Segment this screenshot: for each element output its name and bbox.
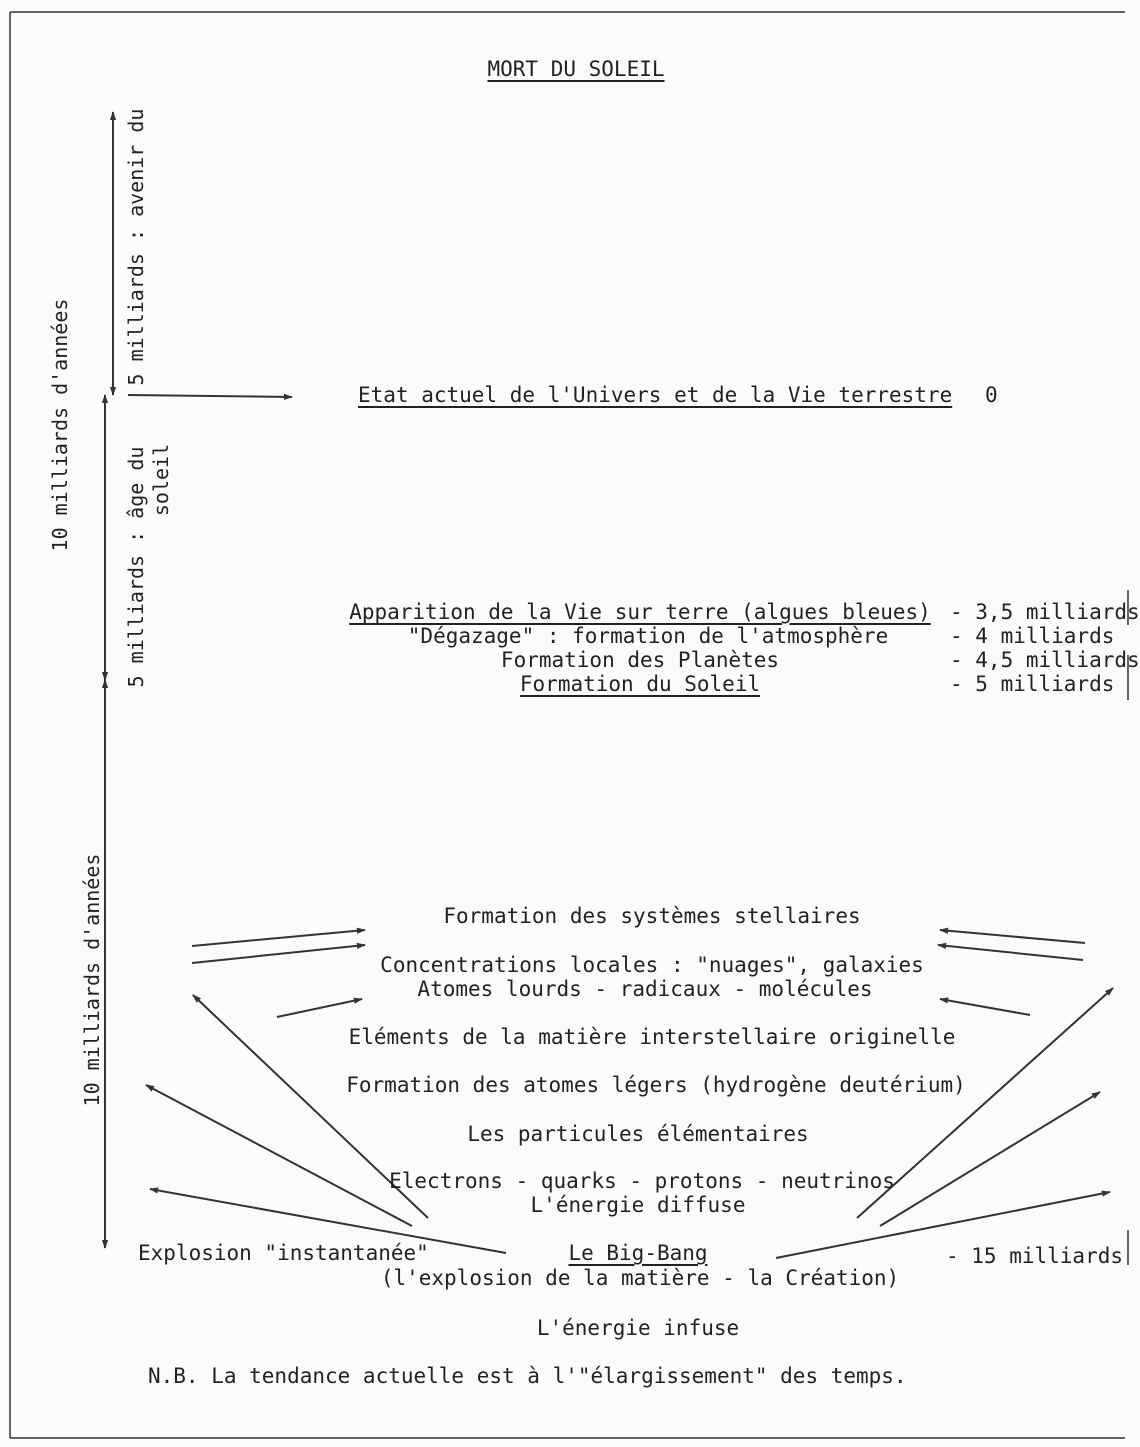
event-value: - 3,5 milliards <box>950 600 1140 624</box>
right-arrow-3 <box>940 999 1030 1015</box>
left-arrow-1 <box>192 930 365 946</box>
event-label: Formation du Soleil <box>519 672 761 696</box>
big-bang-value: - 15 milliards <box>946 1244 1124 1268</box>
stage-label: Les particules élémentaires <box>467 1122 809 1146</box>
stage-label: Formation des systèmes stellaires <box>443 904 861 928</box>
stage-label: L'énergie diffuse <box>530 1193 746 1217</box>
event-label: Formation des Planètes <box>500 648 780 672</box>
explosion-label: Explosion "instantanée" <box>138 1241 429 1265</box>
event-label: "Dégazage" : formation de l'atmosphère <box>407 624 889 648</box>
footnote: N.B. La tendance actuelle est à l'"élargissement" des temps. <box>148 1364 907 1388</box>
stage-label: Eléments de la matière interstellaire originelle <box>348 1025 956 1049</box>
sun-age-label-2: soleil <box>149 443 173 517</box>
event-value: - 4 milliards <box>950 624 1115 648</box>
future-label: 5 milliards : avenir du <box>124 108 148 386</box>
stage-label: Concentrations locales : "nuages", galaxies <box>380 953 924 977</box>
infuse-energy-label: L'énergie infuse <box>536 1316 740 1340</box>
event-label: Apparition de la Vie sur terre (algues bleues) <box>349 600 931 624</box>
stage-label: Formation des atomes légers (hydrogène deutérium) <box>346 1073 966 1097</box>
creation-label: (l'explosion de la matière - la Création) <box>380 1266 900 1290</box>
event-value: - 5 milliards <box>950 672 1115 696</box>
stage-label: Atomes lourds - radicaux - molécules <box>417 977 873 1001</box>
stage-label: Electrons - quarks - protons - neutrinos <box>389 1169 895 1193</box>
present-state-value: 0 <box>985 383 998 407</box>
total-lower-label: 10 milliards d'années <box>80 853 104 1107</box>
sun-age-label: 5 milliards : âge du <box>124 446 148 688</box>
total-upper-label: 10 milliards d'années <box>48 298 72 552</box>
big-bang-label: Le Big-Bang <box>568 1241 708 1265</box>
bigbang-arrow-right-1 <box>857 988 1113 1218</box>
page-title: MORT DU SOLEIL <box>487 57 665 81</box>
event-value: - 4,5 milliards <box>950 648 1140 672</box>
present-arrow <box>128 395 292 397</box>
left-arrow-3 <box>277 999 362 1017</box>
left-arrow-2 <box>192 945 365 963</box>
right-arrow-1 <box>940 930 1085 943</box>
present-state-label: Etat actuel de l'Univers et de la Vie terrestre <box>358 383 953 407</box>
bigbang-arrow-right-2 <box>880 1092 1100 1226</box>
bigbang-arrow-left-2 <box>146 1085 412 1226</box>
right-arrow-2 <box>938 945 1083 960</box>
